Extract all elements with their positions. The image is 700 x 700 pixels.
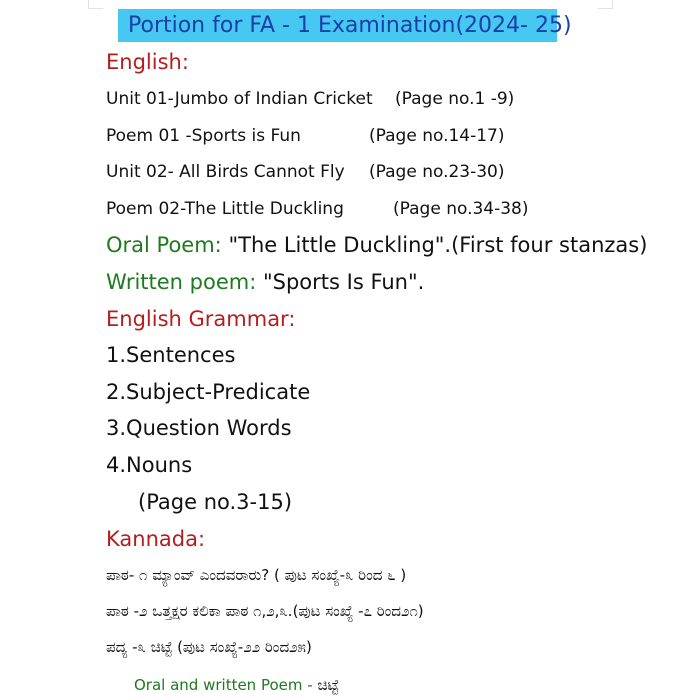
syllabus-unit-3 [106, 162, 505, 182]
grammar-pages: (Page no.3-15) [138, 490, 293, 514]
unit-4-text: Poem 02-The Little Duckling [106, 199, 344, 219]
unit-3-pages: (Page no.23-30) [369, 162, 505, 182]
grammar-item-1: 1.Sentences [106, 343, 236, 367]
oral-written-label: Oral and written Poem - [134, 676, 313, 694]
unit-2-pages: (Page no.14-17) [369, 126, 505, 146]
unit-2-text: Poem 01 -Sports is Fun [106, 126, 301, 146]
kannada-oral-written-line [134, 676, 339, 694]
syllabus-unit-4 [106, 199, 529, 219]
english-heading: English: [106, 50, 189, 74]
written-poem-line [106, 270, 424, 294]
unit-1-text: Unit 01-Jumbo of Indian Cricket [106, 89, 373, 109]
kannada-line-1: ಪಾಠ- ೧ ಮ್ಯಾಂವ್ ಎಂದವರಾರು? ( ಪುಟ ಸಂಖ್ಯೆ-೩ ರಿಂದ ೬ ) [106, 566, 407, 584]
kannada-heading: Kannada: [106, 527, 206, 551]
unit-1-pages: (Page no.1 -9) [395, 89, 515, 109]
oral-poem-value: "The Little Duckling".(First four stanzas) [228, 233, 648, 257]
syllabus-unit-2 [106, 126, 505, 146]
oral-written-value: ಚಿಟ್ಟೆ [317, 676, 340, 694]
unit-3-text: Unit 02- All Birds Cannot Fly [106, 162, 345, 182]
written-poem-label: Written poem: [106, 270, 257, 294]
oral-poem-line [106, 233, 647, 257]
kannada-line-3: ಪದ್ಯ -೩ ಚಿಟ್ಟೆ (ಪುಟ ಸಂಖ್ಯೆ-೨೨ ರಿಂದ೨೫) [106, 638, 312, 656]
corner-mark-left [88, 0, 103, 9]
grammar-item-4: 4.Nouns [106, 453, 193, 477]
page-title: Portion for FA - 1 Examination(2024- 25) [118, 9, 557, 42]
syllabus-unit-1 [106, 89, 515, 109]
grammar-item-2: 2.Subject-Predicate [106, 380, 311, 404]
unit-4-pages: (Page no.34-38) [393, 199, 529, 219]
grammar-heading: English Grammar: [106, 307, 296, 331]
corner-mark-right [598, 0, 613, 9]
written-poem-value: "Sports Is Fun". [262, 270, 425, 294]
kannada-line-2: ಪಾಠ -೨ ಒತ್ತಕ್ಷರ ಕಲಿಕಾ ಪಾಠ ೧,೨,೩.(ಪುಟ ಸಂಖ್ಯೆ -೭ ರಿಂದ೨೧) [106, 602, 424, 620]
grammar-item-3: 3.Question Words [106, 416, 292, 440]
oral-poem-label: Oral Poem: [106, 233, 222, 257]
